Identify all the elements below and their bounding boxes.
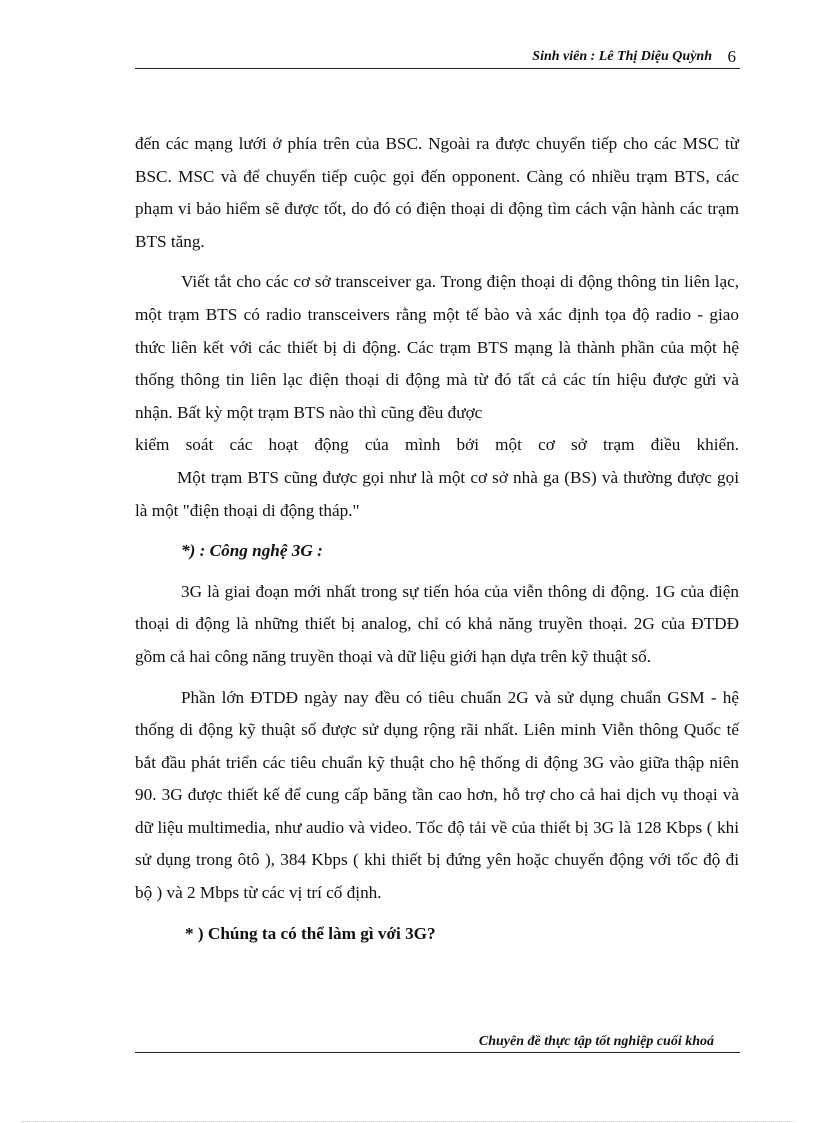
- page-header: [135, 48, 740, 69]
- paragraph: Một trạm BTS cũng được gọi như là một cơ sở nhà ga (BS) và thường được gọi là một "điện thoại di động tháp.": [135, 467, 739, 520]
- page-edge-divider: [22, 1121, 794, 1122]
- paragraph: 3G là giai đoạn mới nhất trong sự tiến hóa của viễn thông di động. 1G của điện thoại di động là những thiết bị analog, chỉ có khả năng truyền thoại. 2G của ĐTDĐ gồm cả hai công năng truyền thoại và dữ liệu giới hạn dựa trên kỹ thuật số.: [135, 581, 739, 666]
- paragraph-line: kiểm soát các hoạt động của mình bởi một cơ sở trạm điều khiển.: [135, 435, 739, 455]
- footer-title: Chuyên đề thực tập tốt nghiệp cuối khoá: [478, 1034, 714, 1049]
- paragraph: Phần lớn ĐTDĐ ngày nay đều có tiêu chuẩn 2G và sử dụng chuẩn GSM - hệ thống di động kỹ thuật số được sử dụng rộng rãi nhất. Liên minh Viễn thông Quốc tế bắt đầu phát triển các tiêu chuẩn kỹ thuật cho hệ thống di động 3G vào giữa thập niên 90. 3G được thiết kế để cung cấp băng tần cao hơn, hỗ trợ cho cả hai dịch vụ thoại và dữ liệu multimedia, như audio và video. Tốc độ tải về của thiết bị 3G là 128 Kbps ( khi sử dụng trong ôtô ), 384 Kbps ( khi thiết bị đứng yên hoặc chuyển động với tốc độ đi bộ ) và 2 Mbps từ các vị trí cố định.: [135, 687, 739, 903]
- document-body: [135, 128, 739, 958]
- page-number: 6: [727, 47, 736, 66]
- page-footer: [135, 1034, 740, 1053]
- header-student-name: Sinh viên : Lê Thị Diệu Quỳnh: [532, 49, 712, 64]
- section-heading: * ) Chúng ta có thể làm gì với 3G?: [185, 923, 436, 943]
- paragraph: Viết tắt cho các cơ sở transceiver ga. Trong điện thoại di động thông tin liên lạc, một trạm BTS có radio transceivers rằng một tế bào và xác định tọa độ radio - giao thức liên kết với các thiết bị di động. Các trạm BTS mạng là thành phần của một hệ thống thông tin liên lạc điện thoại di động mà từ đó tất cả các tín hiệu được gửi và nhận. Bất kỳ một trạm BTS nào thì cũng đều được: [135, 272, 739, 422]
- section-heading: *) : Công nghệ 3G :: [181, 541, 323, 561]
- paragraph: đến các mạng lưới ở phía trên của BSC. Ngoài ra được chuyển tiếp cho các MSC từ BSC. MSC và để chuyển tiếp cuộc gọi đến opponent. Càng có nhiều trạm BTS, các phạm vi bảo hiểm sẽ được tốt, do đó có điện thoại di động tìm cách vận hành các trạm BTS tăng.: [135, 134, 739, 251]
